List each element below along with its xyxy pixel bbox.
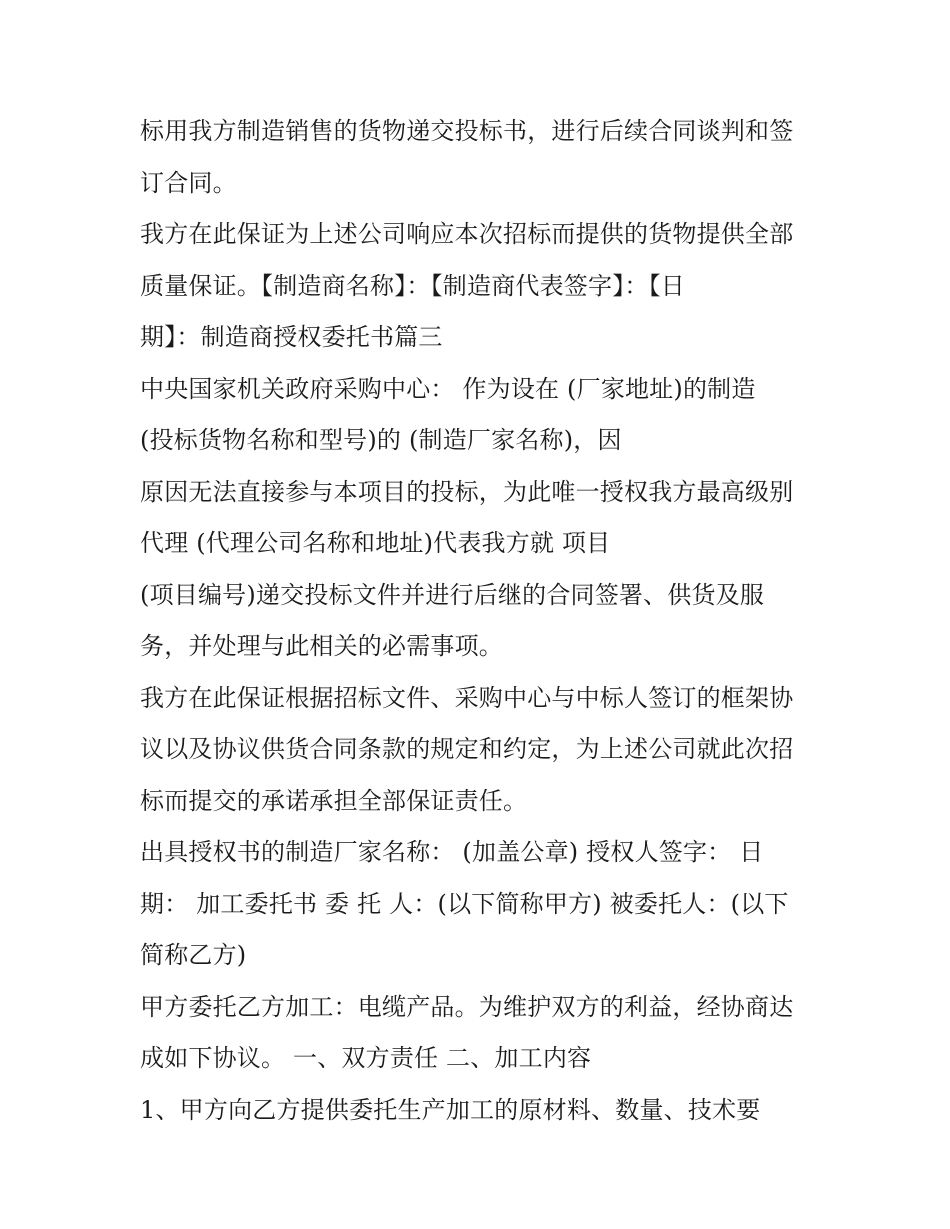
text-line: 1、甲方向乙方提供委托生产加工的原材料、数量、技术要 (140, 1095, 761, 1124)
text-line: 代理 (代理公司名称和地址)代表我方就 项目 (140, 529, 611, 557)
text-line: 成如下协议。 一、双方责任 二、加工内容 (140, 1044, 592, 1072)
text-line: 我方在此保证为上述公司响应本次招标而提供的货物提供全部 (140, 220, 794, 248)
text-line: 原因无法直接参与本项目的投标，为此唯一授权我方最高级别 (140, 477, 794, 506)
document-body (140, 106, 820, 1136)
text-line: 我方在此保证根据招标文件、采购中心与中标人签订的框架协 (140, 683, 794, 712)
text-line: 出具授权书的制造厂家名称： (加盖公章) 授权人签字： 日 (140, 838, 764, 866)
text-line: 甲方委托乙方加工：电缆产品。为维护双方的利益，经协商达 (140, 992, 794, 1021)
text-line: (项目编号)递交投标文件并进行后继的合同签署、供货及服 (140, 580, 765, 609)
text-line: 简称乙方) (140, 941, 247, 969)
text-line: 质量保证。【制造商名称】：【制造商代表签字】：【日 (140, 271, 685, 300)
text-line: 中央国家机关政府采购中心： 作为设在 (厂家地址)的制造 (140, 374, 756, 403)
text-line: 议以及协议供货合同条款的规定和约定，为上述公司就此次招 (140, 735, 794, 763)
text-line: 期】：制造商授权委托书篇三 (140, 323, 443, 351)
text-line: 订合同。 (140, 168, 237, 197)
text-line: 务，并处理与此相关的必需事项。 (140, 632, 503, 660)
text-line: 期： 加工委托书 委 托 人：(以下简称甲方) 被委托人：(以下 (140, 889, 789, 918)
text-line: 标用我方制造销售的货物递交投标书，进行后续合同谈判和签 (140, 117, 794, 145)
text-line: (投标货物名称和型号)的 (制造厂家名称)，因 (140, 426, 622, 454)
text-line: 标而提交的承诺承担全部保证责任。 (140, 786, 528, 815)
